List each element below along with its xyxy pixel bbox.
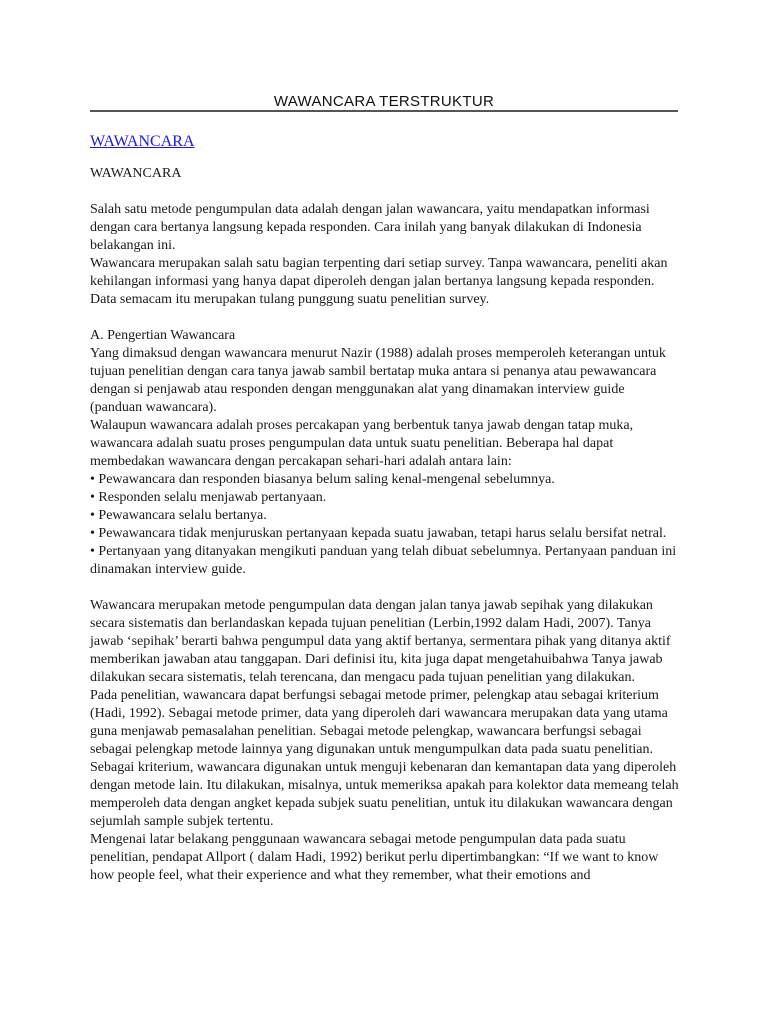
paragraph: Wawancara merupakan metode pengumpulan data dengan jalan tanya jawab sepihak yang dilakukan secara sistematis dan berlandaskan kepada tujuan penelitian (Lerbin,1992 dalam Hadi, 2007). Tanya jawab ‘sepihak’ berarti bahwa pengumpul data yang aktif bertanya, sermentara pihak yang ditanya aktif memberikan jawaban atau tanggapan. Dari definisi itu, kita juga dapat mengetahuibahwa Tanya jawab dilakukan secara sistematis, telah terencana, dan mengacu pada tujuan penelitian yang dilakukan. — [90, 598, 671, 685]
bullet-text: Pewawancara selalu bertanya. — [98, 508, 267, 523]
document-body — [90, 133, 680, 885]
bullet-item — [90, 525, 680, 543]
bullet-text: Responden selalu menjawab pertanyaan. — [98, 490, 327, 505]
bullet-text: Pertanyaan yang ditanyakan mengikuti panduan yang telah dibuat sebelumnya. Pertanyaan panduan ini dinamakan interview guide. — [90, 544, 677, 577]
bullet-text: Pewawancara tidak menjuruskan pertanyaan kepada suatu jawaban, tetapi harus selalu bersifat netral. — [98, 526, 667, 541]
bullet-item — [90, 543, 680, 579]
paragraph: Mengenai latar belakang penggunaan wawancara sebagai metode pengumpulan data pada suatu penelitian, pendapat Allport ( dalam Hadi, 1992) berikut perlu dipertimbangkan: “If we want to know how people feel, what their experience and what they remember, what their emotions and — [90, 832, 659, 883]
paragraph: Pada penelitian, wawancara dapat berfungsi sebagai metode primer, pelengkap atau sebagai kriterium (Hadi, 1992). Sebagai metode primer, data yang diperoleh dari wawancara merupakan data yang utama guna menjawab pemasalahan penelitian. Sebagai metode pelengkap, wawancara berfungsi sebagai sebagai pelengkap metode lainnya yang digunakan untuk mengumpulkan data pada suatu penelitian. Sebagai kriterium, wawancara digunakan untuk menguji kebenaran dan kemantapan data yang diperoleh dengan metode lain. Itu dilakukan, misalnya, untuk memeriksa apakah para kolektor data memeang telah memperoleh data dengan angket kepada subjek suatu penelitian, untuk itu dilakukan wawancara dengan sejumlah sample subjek tertentu. — [90, 688, 679, 829]
bullet-item — [90, 507, 680, 525]
section-title: A. Pengertian Wawancara — [90, 328, 236, 343]
paragraph: Walaupun wawancara adalah proses percakapan yang berbentuk tanya jawab dengan tatap muka, wawancara adalah suatu proses pengumpulan data untuk suatu penelitian. Beberapa hal dapat membedakan wawancara dengan percakapan sehari-hari adalah antara lain: — [90, 418, 634, 469]
title-divider — [90, 110, 678, 112]
paragraph: Yang dimaksud dengan wawancara menurut Nazir (1988) adalah proses memperoleh keterangan untuk tujuan penelitian dengan cara tanya jawab sambil bertatap muka antara si penanya atau pewawancara dengan si penjawab atau responden dengan menggunakan alat yang dinamakan interview guide (panduan wawancara). — [90, 346, 666, 415]
paragraph: Salah satu metode pengumpulan data adalah dengan jalan wawancara, yaitu mendapatkan informasi dengan cara bertanya langsung kepada responden. Cara inilah yang banyak dilakukan di Indonesia belakangan ini. — [90, 202, 650, 253]
bullet-item — [90, 471, 680, 489]
wawancara-heading-link[interactable]: WAWANCARA — [90, 133, 195, 150]
bullet-item — [90, 489, 680, 507]
paragraph: Wawancara merupakan salah satu bagian terpenting dari setiap survey. Tanpa wawancara, peneliti akan kehilangan informasi yang hanya dapat diperoleh dengan jalan bertanya langsung kepada responden. Data semacam itu merupakan tulang punggung suatu penelitian survey. — [90, 256, 668, 307]
bullet-text: Pewawancara dan responden biasanya belum saling kenal-mengenal sebelumnya. — [98, 472, 555, 487]
bullet-list — [90, 471, 680, 579]
document-title: WAWANCARA TERSTRUKTUR — [273, 93, 495, 110]
subheading: WAWANCARA — [90, 166, 182, 181]
